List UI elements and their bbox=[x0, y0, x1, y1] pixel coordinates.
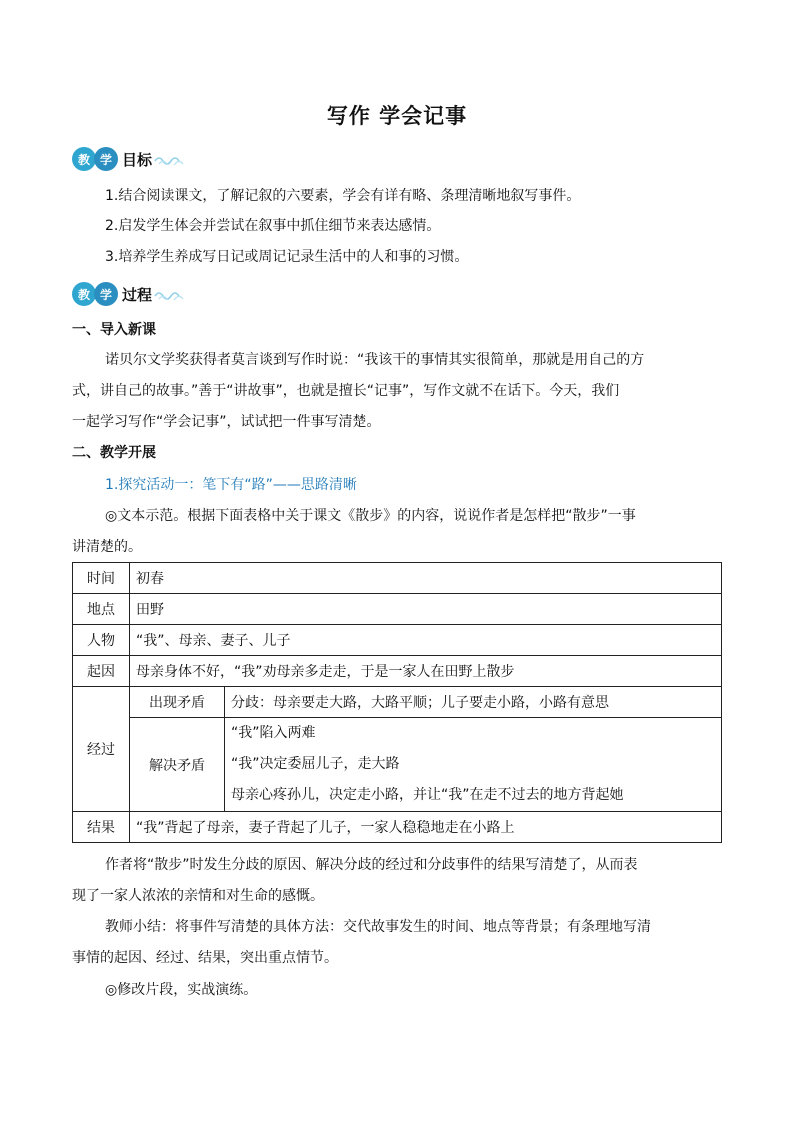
row-label: 起因 bbox=[73, 656, 130, 687]
badge-circle-2: 学 bbox=[94, 147, 118, 171]
wave-decoration-icon bbox=[154, 153, 184, 165]
paragraph-line: 诺贝尔文学奖获得者莫言谈到写作时说：“我该干的事情其实很简单，那就是用自己的方 bbox=[105, 352, 645, 368]
resolve-line: “我”决定委屈儿子，走大路 bbox=[231, 756, 400, 772]
activity-heading: 1.探究活动一：笔下有“路”——思路清晰 bbox=[105, 477, 357, 493]
resolve-line: 母亲心疼孙儿，决定走小路，并让“我”在走不过去的地方背起她 bbox=[231, 787, 624, 803]
table-row bbox=[73, 812, 722, 843]
row-label: 时间 bbox=[73, 563, 130, 594]
row-value: 田野 bbox=[130, 594, 722, 625]
row-value: “我”背起了母亲，妻子背起了儿子，一家人稳稳地走在小路上 bbox=[130, 812, 722, 843]
row-value: 母亲身体不好，“我”劝母亲多走走，于是一家人在田野上散步 bbox=[130, 656, 722, 687]
story-elements-table bbox=[72, 562, 722, 843]
row-value: 初春 bbox=[130, 563, 722, 594]
section-badge bbox=[72, 282, 116, 306]
row-value-multiline bbox=[225, 718, 722, 812]
row-value: 分歧：母亲要走大路，大路平顺；儿子要走小路，小路有意思 bbox=[225, 687, 722, 718]
section-label: 目标 bbox=[122, 150, 153, 169]
section-badge bbox=[72, 147, 116, 171]
paragraph-line: 现了一家人浓浓的亲情和对生命的感慨。 bbox=[72, 888, 324, 904]
table-row bbox=[73, 656, 722, 687]
badge-circle-2: 学 bbox=[94, 282, 118, 306]
row-label: 人物 bbox=[73, 625, 130, 656]
paragraph-line: ◎文本示范。根据下面表格中关于课文《散步》的内容，说说作者是怎样把“散步”一事 bbox=[105, 508, 636, 524]
wave-decoration-icon bbox=[154, 288, 184, 300]
table-row bbox=[73, 594, 722, 625]
table-row bbox=[73, 625, 722, 656]
row-label: 经过 bbox=[73, 687, 130, 812]
table-row bbox=[73, 687, 722, 718]
section-label: 过程 bbox=[122, 285, 153, 304]
resolve-line: “我”陷入两难 bbox=[231, 725, 316, 741]
section-heading-intro: 一、导入新课 bbox=[72, 322, 156, 338]
row-value: “我”、母亲、妻子、儿子 bbox=[130, 625, 722, 656]
paragraph-line: 教师小结：将事件写清楚的具体方法：交代故事发生的时间、地点等背景；有条理地写清 bbox=[105, 919, 651, 935]
goal-item: 3.培养学生养成写日记或周记记录生活中的人和事的习惯。 bbox=[105, 249, 469, 265]
section-heading-teaching: 二、教学开展 bbox=[72, 445, 156, 461]
table-row bbox=[73, 718, 722, 812]
row-label: 结果 bbox=[73, 812, 130, 843]
sub-label: 解决矛盾 bbox=[130, 718, 225, 812]
goal-item: 2.启发学生体会并尝试在叙事中抓住细节来表达感情。 bbox=[105, 218, 441, 234]
badge-circle-1: 教 bbox=[72, 147, 96, 171]
paragraph-line: 讲清楚的。 bbox=[72, 539, 142, 555]
goals-section-header bbox=[72, 146, 184, 172]
paragraph-line: 一起学习写作“学会记事”，试试把一件事写清楚。 bbox=[72, 414, 381, 430]
paragraph-line: ◎修改片段，实战演练。 bbox=[105, 982, 258, 998]
badge-circle-1: 教 bbox=[72, 282, 96, 306]
row-label: 地点 bbox=[73, 594, 130, 625]
paragraph-line: 式，讲自己的故事。”善于“讲故事”，也就是擅长“记事”，写作文就不在话下。今天，我们 bbox=[72, 383, 620, 399]
paragraph-line: 事情的起因、经过、结果，突出重点情节。 bbox=[72, 950, 338, 966]
table-row bbox=[73, 563, 722, 594]
page-title: 写作 学会记事 bbox=[326, 104, 468, 128]
sub-label: 出现矛盾 bbox=[130, 687, 225, 718]
process-section-header bbox=[72, 281, 184, 307]
goal-item: 1.结合阅读课文，了解记叙的六要素，学会有详有略、条理清晰地叙写事件。 bbox=[105, 188, 581, 204]
paragraph-line: 作者将“散步”时发生分歧的原因、解决分歧的经过和分歧事件的结果写清楚了，从而表 bbox=[105, 857, 638, 873]
